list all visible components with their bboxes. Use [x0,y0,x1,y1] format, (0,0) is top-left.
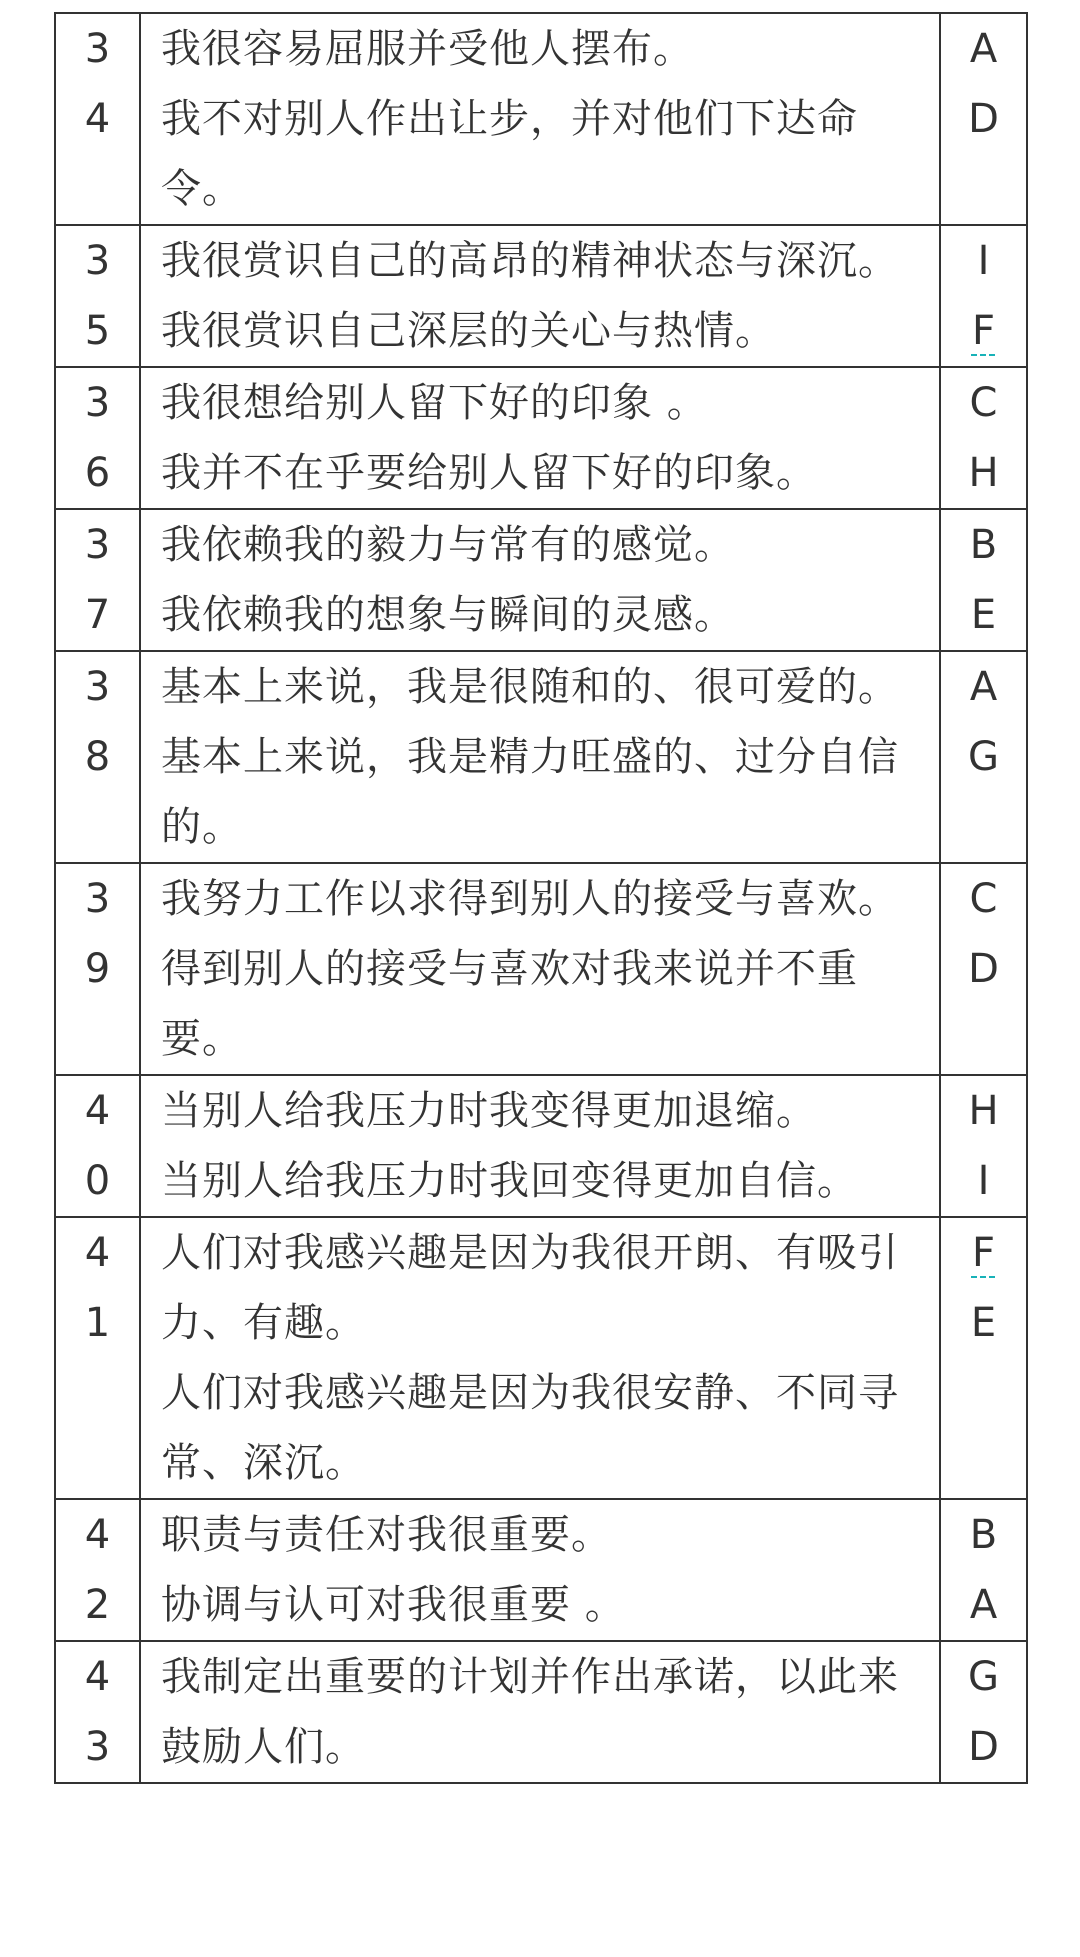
question-number-cell [55,367,140,509]
statement-cell [140,1217,940,1499]
answer-code-letter: A [969,1582,998,1628]
statement-text: 职责与责任对我很重要。 [161,1512,612,1558]
answer-code-cell [940,509,1027,651]
question-number-digit: 3 [84,380,111,426]
question-number-cell [55,1641,140,1783]
answer-code-letter: I [977,238,990,284]
statement-text: 我很赏识自己深层的关心与热情。 [161,308,776,354]
question-number-digit: 4 [84,1230,111,1276]
statement-text: 协调与认可对我很重要 。 [161,1582,626,1628]
answer-code-letter: F [971,308,995,354]
question-number-digit: 3 [84,1724,111,1770]
question-number-digit: 6 [84,450,111,496]
question-number-cell [55,225,140,367]
table-row [55,509,1027,651]
answer-code-letter: E [970,592,997,638]
answer-code-letter: E [970,1300,997,1346]
question-number-digit: 0 [84,1158,111,1204]
question-number-digit: 8 [84,734,111,780]
statement-cell [140,13,940,225]
question-number-digit: 2 [84,1582,111,1628]
statement-text: 人们对我感兴趣是因为我很开朗、有吸引力、有趣。 [161,1230,899,1346]
question-number-digit: 7 [84,592,111,638]
statement-cell [140,1641,940,1783]
statement-cell [140,367,940,509]
question-number-cell [55,1499,140,1641]
questionnaire-table-wrapper [54,12,1028,1784]
table-row [55,1499,1027,1641]
answer-code-cell [940,1641,1027,1783]
question-number-digit: 4 [84,1654,111,1700]
statement-text: 基本上来说，我是精力旺盛的、过分自信的。 [161,734,899,850]
answer-code-letter: I [977,1158,990,1204]
table-row [55,13,1027,225]
statement-text: 我并不在乎要给别人留下好的印象。 [161,450,817,496]
question-number-digit: 9 [84,946,111,992]
table-row [55,367,1027,509]
question-number-cell [55,1075,140,1217]
answer-code-letter: H [968,1088,999,1134]
statement-cell [140,509,940,651]
statement-cell [140,225,940,367]
statement-text: 我依赖我的毅力与常有的感觉。 [161,522,735,568]
answer-code-cell [940,651,1027,863]
statement-text: 得到别人的接受与喜欢对我来说并不重要。 [161,946,858,1062]
statement-cell [140,863,940,1075]
question-number-cell [55,509,140,651]
question-number-digit: 3 [84,664,111,710]
table-row [55,1641,1027,1783]
statement-text: 我很想给别人留下好的印象 。 [161,380,708,426]
answer-code-letter: C [969,876,998,922]
statement-text: 我很赏识自己的高昂的精神状态与深沉。 [161,238,899,284]
question-number-cell [55,863,140,1075]
answer-code-cell [940,13,1027,225]
answer-code-cell [940,367,1027,509]
question-number-digit: 1 [84,1300,111,1346]
answer-code-cell [940,225,1027,367]
statement-cell [140,1499,940,1641]
statement-cell [140,1075,940,1217]
answer-code-letter: F [971,1230,995,1276]
question-number-digit: 4 [84,96,111,142]
answer-code-letter: D [968,946,999,992]
question-number-digit: 3 [84,522,111,568]
statement-text: 我制定出重要的计划并作出承诺，以此来鼓励人们。 [161,1654,899,1770]
statement-text: 人们对我感兴趣是因为我很安静、不同寻常、深沉。 [161,1370,899,1486]
answer-code-letter: D [968,96,999,142]
answer-code-letter: G [968,1654,999,1700]
table-row [55,863,1027,1075]
table-row [55,1217,1027,1499]
answer-code-cell [940,863,1027,1075]
question-number-digit: 3 [84,238,111,284]
answer-code-letter: B [969,1512,998,1558]
answer-code-letter: B [969,522,998,568]
answer-code-cell [940,1075,1027,1217]
answer-code-cell [940,1499,1027,1641]
questionnaire-table [54,12,1028,1784]
statement-cell [140,651,940,863]
statement-text: 当别人给我压力时我回变得更加自信。 [161,1158,858,1204]
statement-text: 我不对别人作出让步，并对他们下达命令。 [161,96,858,212]
answer-code-letter: A [969,664,998,710]
question-number-digit: 5 [84,308,111,354]
answer-code-letter: C [969,380,998,426]
answer-code-letter: H [968,450,999,496]
answer-code-letter: A [969,26,998,72]
question-number-cell [55,1217,140,1499]
question-number-cell [55,13,140,225]
statement-text: 我努力工作以求得到别人的接受与喜欢。 [161,876,899,922]
statement-text: 我很容易屈服并受他人摆布。 [161,26,694,72]
question-number-digit: 3 [84,876,111,922]
question-number-digit: 3 [84,26,111,72]
statement-text: 我依赖我的想象与瞬间的灵感。 [161,592,735,638]
table-row [55,1075,1027,1217]
table-row [55,651,1027,863]
answer-code-cell [940,1217,1027,1499]
question-number-digit: 4 [84,1088,111,1134]
answer-code-letter: G [968,734,999,780]
answer-code-letter: D [968,1724,999,1770]
question-number-cell [55,651,140,863]
statement-text: 当别人给我压力时我变得更加退缩。 [161,1088,817,1134]
table-row [55,225,1027,367]
statement-text: 基本上来说，我是很随和的、很可爱的。 [161,664,899,710]
question-number-digit: 4 [84,1512,111,1558]
